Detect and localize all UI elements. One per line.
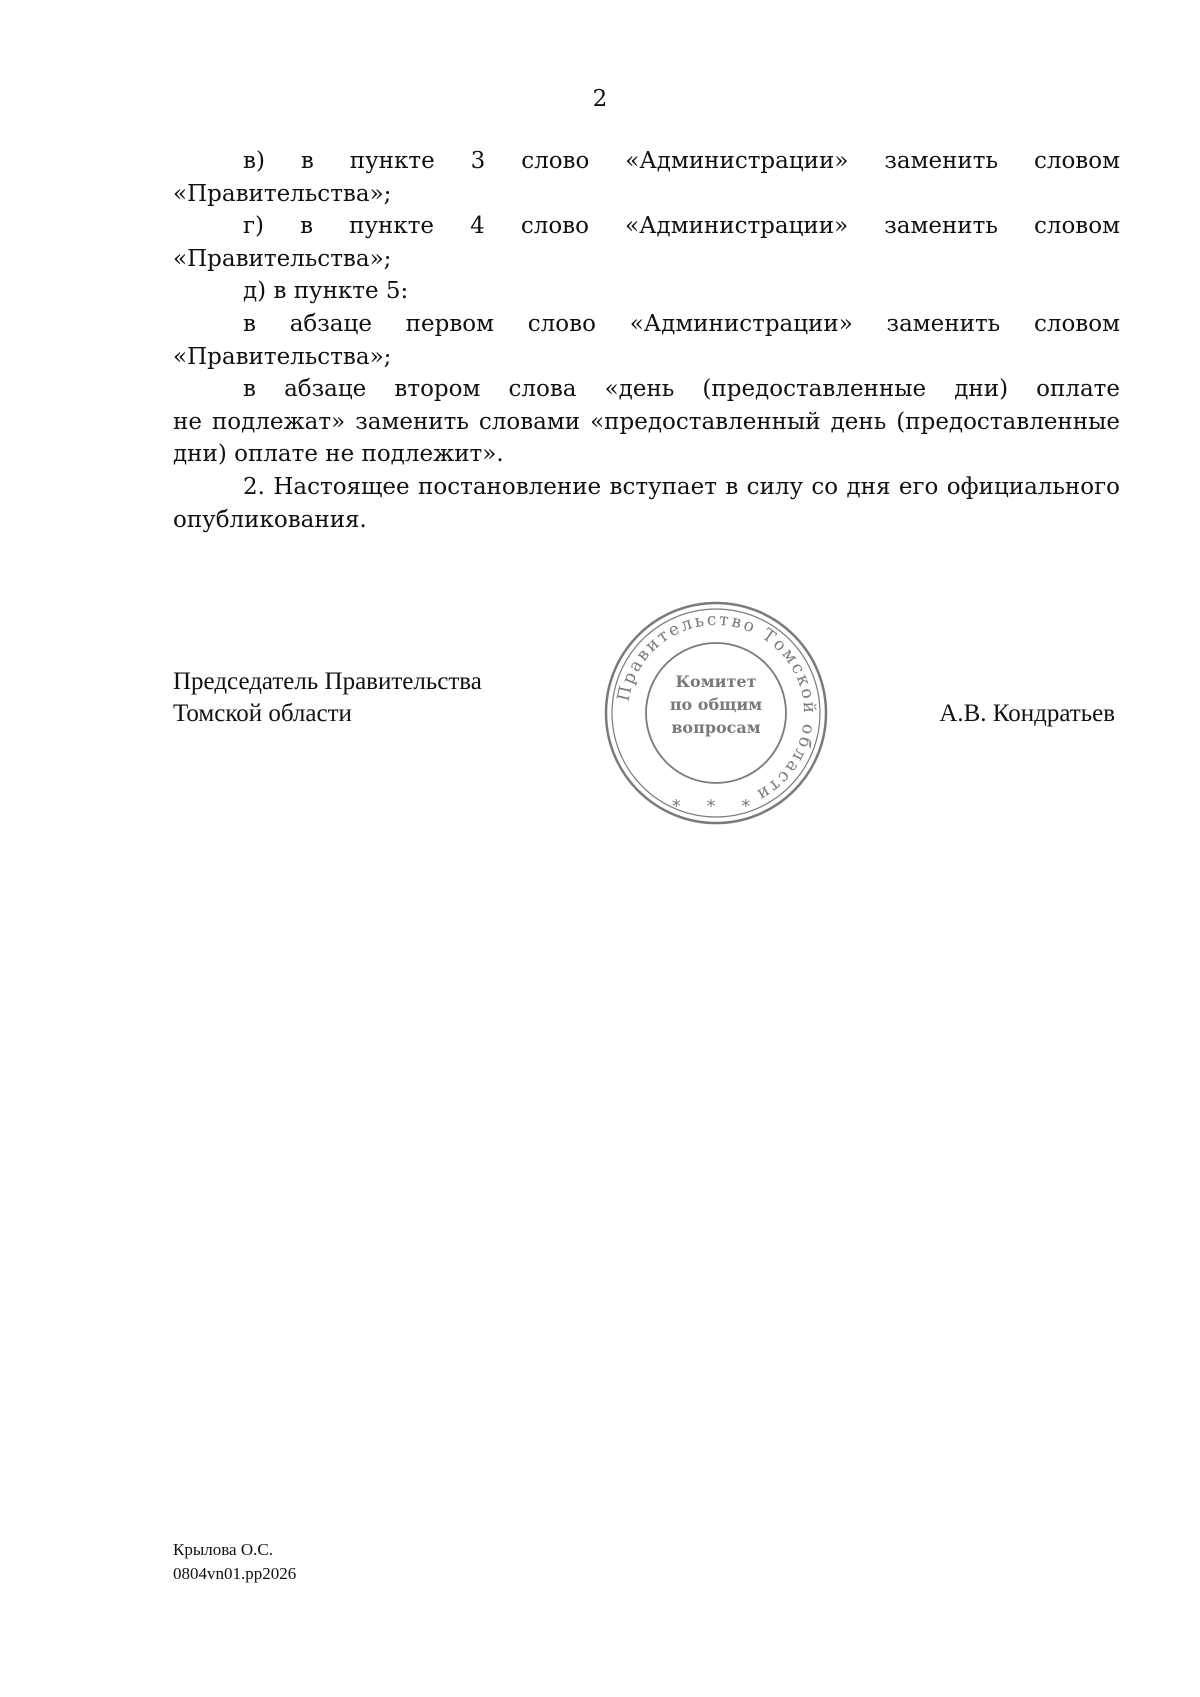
paragraph-line: не подлежат» заменить словами «предоставленный день (предоставленные — [173, 408, 1120, 435]
signatory-position-line: Председатель Правительства — [173, 668, 482, 695]
signatory-name: А.В. Кондратьев — [939, 700, 1115, 727]
paragraph-line: в абзаце первом слово «Администрации» заменить словом — [243, 310, 1120, 337]
signatory-position — [173, 666, 482, 730]
paragraph-item-v-continuation — [173, 178, 1120, 211]
page-number: 2 — [592, 86, 608, 112]
paragraph-line: г) в пункте 4 слово «Администрации» заменить словом — [243, 213, 1120, 240]
document-body — [173, 145, 1120, 536]
signatory-position-line: Томской области — [173, 700, 352, 727]
document-code: 0804vn01.pp2026 — [173, 1564, 297, 1583]
seal-center-line: Комитет — [675, 672, 757, 691]
paragraph-line: д) в пункте 5: — [243, 278, 409, 305]
paragraph-line: дни) оплате не подлежит». — [173, 441, 504, 468]
paragraph-abzats-first-continuation — [173, 341, 1120, 374]
paragraph-abzats-first — [173, 308, 1120, 341]
paragraph-item-d — [173, 275, 1120, 308]
paragraph-item-g-continuation — [173, 243, 1120, 276]
paragraph-item-v — [173, 145, 1120, 178]
paragraph-item-g — [173, 210, 1120, 243]
paragraph-line: «Правительства»; — [173, 180, 392, 207]
executor-name: Крылова О.С. — [173, 1540, 273, 1559]
seal-center-line: вопросам — [671, 718, 761, 737]
paragraph-item-2 — [173, 471, 1120, 504]
paragraph-item-2-continuation — [173, 504, 1120, 537]
seal-ring-text: Правительство Томской области — [613, 609, 820, 806]
paragraph-abzats-second-end — [173, 438, 1120, 471]
paragraph-line: «Правительства»; — [173, 245, 392, 272]
document-footer — [173, 1538, 296, 1586]
paragraph-line: «Правительства»; — [173, 343, 392, 370]
official-seal-stamp — [603, 600, 829, 826]
seal-stars: * * * — [671, 796, 761, 817]
seal-center-line: по общим — [669, 695, 763, 714]
paragraph-abzats-second-continuation — [173, 406, 1120, 439]
paragraph-line: в абзаце втором слова «день (предоставленные дни) оплате — [243, 376, 1120, 403]
paragraph-abzats-second — [173, 373, 1120, 406]
paragraph-line: 2. Настоящее постановление вступает в силу со дня его официального — [243, 473, 1120, 500]
paragraph-line: в) в пункте 3 слово «Администрации» заменить словом — [243, 148, 1120, 174]
paragraph-line: опубликования. — [173, 506, 367, 533]
